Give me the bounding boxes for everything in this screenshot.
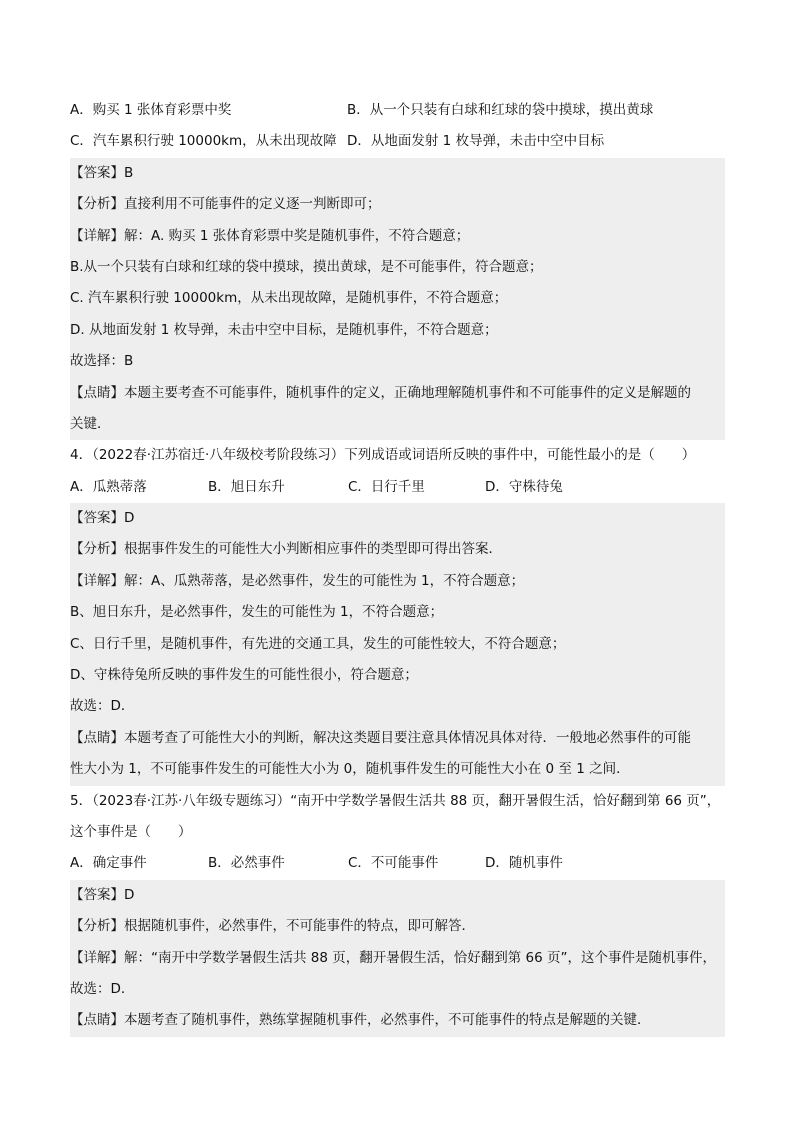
q5-answer: 【答案】D [70, 886, 135, 903]
q3-options-row2 [70, 126, 725, 157]
q3-option-c: C．汽车累积行驶 10000km，从未出现故障 [70, 133, 337, 150]
q5-solution-block [70, 880, 725, 1037]
q3-option-a: A．购买 1 张体育彩票中奖 [70, 102, 232, 118]
q4-comment-line: 【点睛】本题考查了可能性大小的判断，解决这类题目要注意具体情况具体对待．一般地必然事件的可能 [70, 729, 691, 746]
q3-comment-line: 【点睛】本题主要考查不可能事件，随机事件的定义，正确地理解随机事件和不可能事件的定义是解题的 [70, 384, 691, 401]
q4-answer: 【答案】D [70, 510, 135, 527]
q4-option-c: C．日行千里 [348, 478, 425, 495]
q5-detail-line: 故选：D． [70, 980, 135, 997]
q3-options-row1 [70, 95, 725, 126]
q5-option-a: A．确定事件 [70, 855, 147, 872]
q3-option-d: D．从地面发射 1 枚导弹，未击中空中目标 [347, 133, 605, 150]
q4-detail-line: 【详解】解：A、瓜熟蒂落，是必然事件，发生的可能性为 1，不符合题意； [70, 572, 525, 589]
q4-detail-line: 故选：D． [70, 698, 135, 715]
q4-detail-line: C、日行千里，是随机事件，有先进的交通工具，发生的可能性较大，不符合题意； [70, 635, 566, 652]
q5-stem-line: 5．（2023春·江苏·八年级专题练习）“南开中学数学暑假生活共 88 页，翻开暑假生活，恰好翻到第 66 页”， [70, 792, 721, 809]
q3-comment-line: 关键． [70, 415, 111, 432]
q4-detail-line: D、守株待兔所反映的事件发生的可能性很小，符合题意； [70, 667, 418, 684]
q4-options [70, 472, 725, 503]
q3-detail-line: C. 汽车累积行驶 10000km，从未出现故障，是随机事件，不符合题意； [70, 290, 508, 307]
q5-analysis: 【分析】根据随机事件，必然事件，不可能事件的特点，即可解答． [70, 918, 475, 935]
q3-analysis: 【分析】直接利用不可能事件的定义逐一判断即可； [70, 196, 381, 213]
q4-analysis: 【分析】根据事件发生的可能性大小判断相应事件的类型即可得出答案． [70, 541, 502, 558]
q5-stem-line: 这个事件是（ ） [70, 823, 192, 840]
q3-detail-line: 【详解】解：A. 购买 1 张体育彩票中奖是随机事件，不符合题意； [70, 227, 470, 244]
q3-answer: 【答案】B [70, 164, 134, 181]
q4-solution-block [70, 503, 725, 786]
q4-option-d: D．守株待兔 [485, 478, 563, 495]
q5-comment: 【点睛】本题考查了随机事件，熟练掌握随机事件，必然事件，不可能事件的特点是解题的关键． [70, 1012, 651, 1029]
q5-option-b: B．必然事件 [208, 855, 285, 872]
document-content [70, 95, 725, 1037]
q5-options [70, 848, 725, 879]
q4-option-b: B．旭日东升 [208, 478, 285, 495]
q3-solution-block [70, 158, 725, 441]
q5-detail-line: 【详解】解：“南开中学数学暑假生活共 88 页，翻开暑假生活，恰好翻到第 66 页”，这个事件是随机事件， [70, 949, 717, 966]
q3-detail-line: D. 从地面发射 1 枚导弹，未击中空中目标，是随机事件，不符合题意； [70, 321, 498, 338]
q3-option-b: B．从一个只装有白球和红球的袋中摸球，摸出黄球 [347, 102, 654, 118]
q4-option-a: A．瓜熟蒂落 [70, 478, 147, 495]
q3-detail-line: B.从一个只装有白球和红球的袋中摸球，摸出黄球，是不可能事件，符合题意； [70, 258, 543, 275]
q5-option-d: D．随机事件 [485, 855, 563, 872]
q4-stem: 4．（2022春·江苏宿迁·八年级校考阶段练习）下列成语或词语所反映的事件中，可能性最小的是（ ） [70, 447, 696, 464]
q4-comment-line: 性大小为 1，不可能事件发生的可能性大小为 0，随机事件发生的可能性大小在 0 至 1 之间． [70, 761, 630, 778]
q3-detail-line: 故选择：B [70, 353, 134, 370]
q5-option-c: C．不可能事件 [348, 855, 439, 872]
q4-detail-line: B、旭日东升，是必然事件，发生的可能性为 1，不符合题意； [70, 604, 444, 621]
